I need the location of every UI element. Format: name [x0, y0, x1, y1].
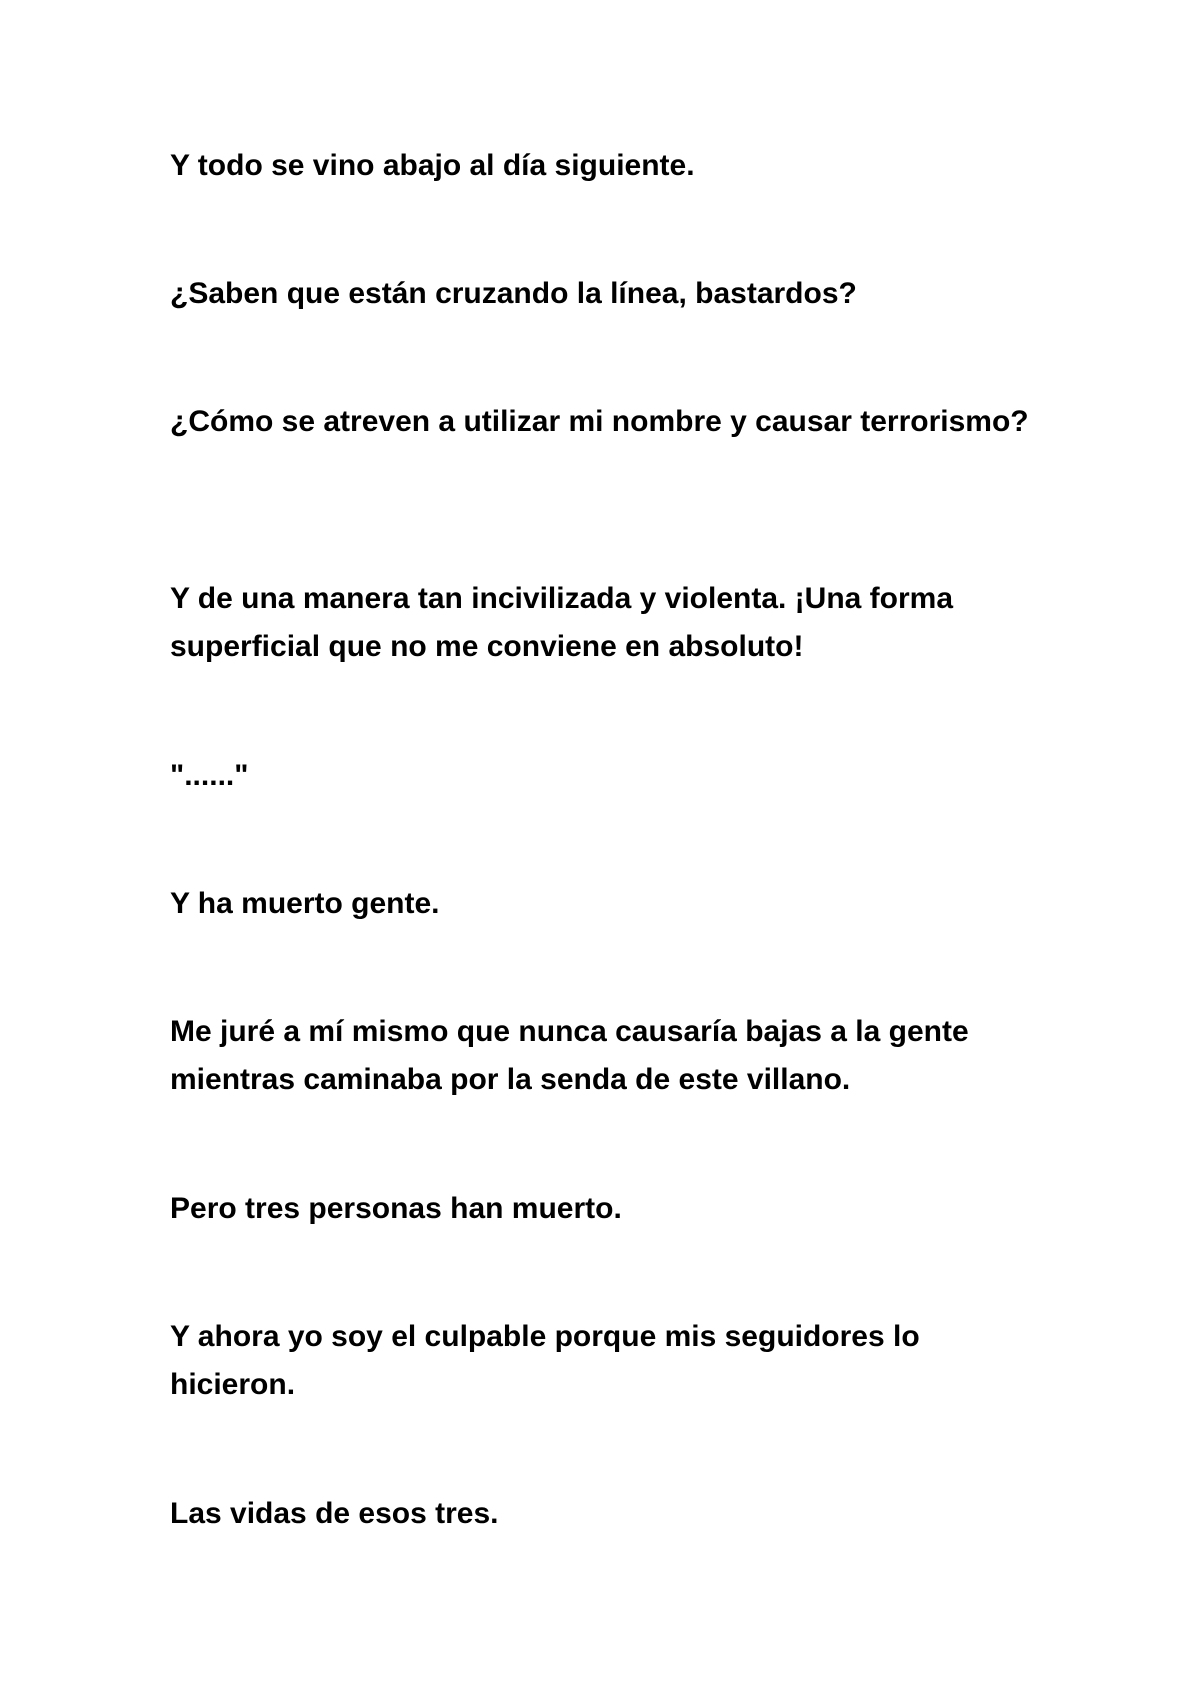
- paragraph-5: "......": [170, 759, 249, 792]
- paragraph-3: ¿Cómo se atreven a utilizar mi nombre y causar terrorismo?: [170, 405, 1029, 438]
- paragraph-2: ¿Saben que están cruzando la línea, bastardos?: [170, 277, 857, 310]
- paragraph-6: Y ha muerto gente.: [170, 887, 440, 920]
- paragraph-7: Me juré a mí mismo que nunca causaría bajas a la gente mientras caminaba por la senda de este villano.: [170, 1015, 969, 1096]
- paragraph-8: Pero tres personas han muerto.: [170, 1192, 622, 1225]
- paragraph-10: Las vidas de esos tres.: [170, 1497, 499, 1530]
- paragraph-9: Y ahora yo soy el culpable porque mis seguidores lo hicieron.: [170, 1320, 920, 1401]
- paragraph-1: Y todo se vino abajo al día siguiente.: [170, 149, 695, 182]
- paragraph-4: Y de una manera tan incivilizada y violenta. ¡Una forma superficial que no me conviene en absoluto!: [170, 582, 954, 663]
